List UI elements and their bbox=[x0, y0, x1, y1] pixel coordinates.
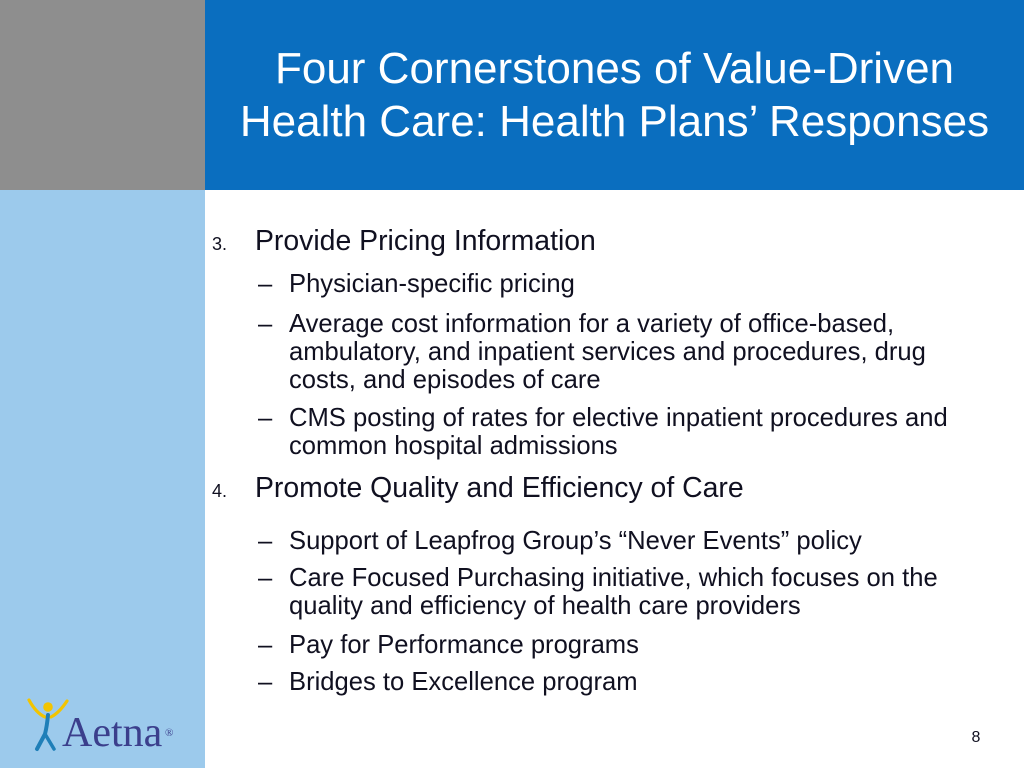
section-heading bbox=[212, 225, 596, 260]
list-item bbox=[258, 310, 979, 394]
list-item bbox=[258, 527, 979, 555]
section-heading-text: Provide Pricing Information bbox=[255, 225, 596, 257]
dash-bullet: – bbox=[258, 668, 273, 696]
aetna-logo bbox=[26, 696, 176, 756]
list-item bbox=[258, 564, 979, 620]
section-heading-text: Promote Quality and Efficiency of Care bbox=[255, 472, 744, 504]
dash-bullet: – bbox=[258, 270, 273, 298]
slide-title: Four Cornerstones of Value-Driven Health Care: Health Plans’ Responses bbox=[239, 44, 990, 146]
list-item-text: Bridges to Excellence program bbox=[289, 668, 638, 696]
left-sidebar bbox=[0, 190, 205, 768]
section-number: 4. bbox=[212, 481, 228, 501]
title-bar bbox=[205, 0, 1024, 190]
dash-bullet: – bbox=[258, 631, 273, 659]
list-item bbox=[258, 404, 979, 460]
dash-bullet: – bbox=[258, 404, 273, 432]
list-item-text: Physician-specific pricing bbox=[289, 270, 575, 298]
dash-bullet: – bbox=[258, 527, 273, 555]
list-item-text: Support of Leapfrog Group’s “Never Events” policy bbox=[289, 527, 862, 555]
list-item bbox=[258, 270, 979, 298]
list-item-text: CMS posting of rates for elective inpatient procedures and common hospital admissions bbox=[289, 404, 948, 460]
section-number: 3. bbox=[212, 234, 228, 254]
dash-bullet: – bbox=[258, 564, 273, 592]
list-item-text: Care Focused Purchasing initiative, which focuses on the quality and efficiency of health care providers bbox=[289, 564, 938, 620]
registered-mark: ® bbox=[165, 727, 174, 739]
corner-gray-block bbox=[0, 0, 205, 190]
dash-bullet: – bbox=[258, 310, 273, 338]
page-number: 8 bbox=[971, 729, 981, 746]
list-item-text: Pay for Performance programs bbox=[289, 631, 639, 659]
list-item-text: Average cost information for a variety of office-based, ambulatory, and inpatient services and procedures, drug costs, and episodes of care bbox=[289, 310, 926, 394]
section-heading bbox=[212, 472, 744, 507]
list-item bbox=[258, 668, 979, 696]
list-item bbox=[258, 631, 979, 659]
logo-wordmark: Aetna bbox=[62, 710, 163, 756]
